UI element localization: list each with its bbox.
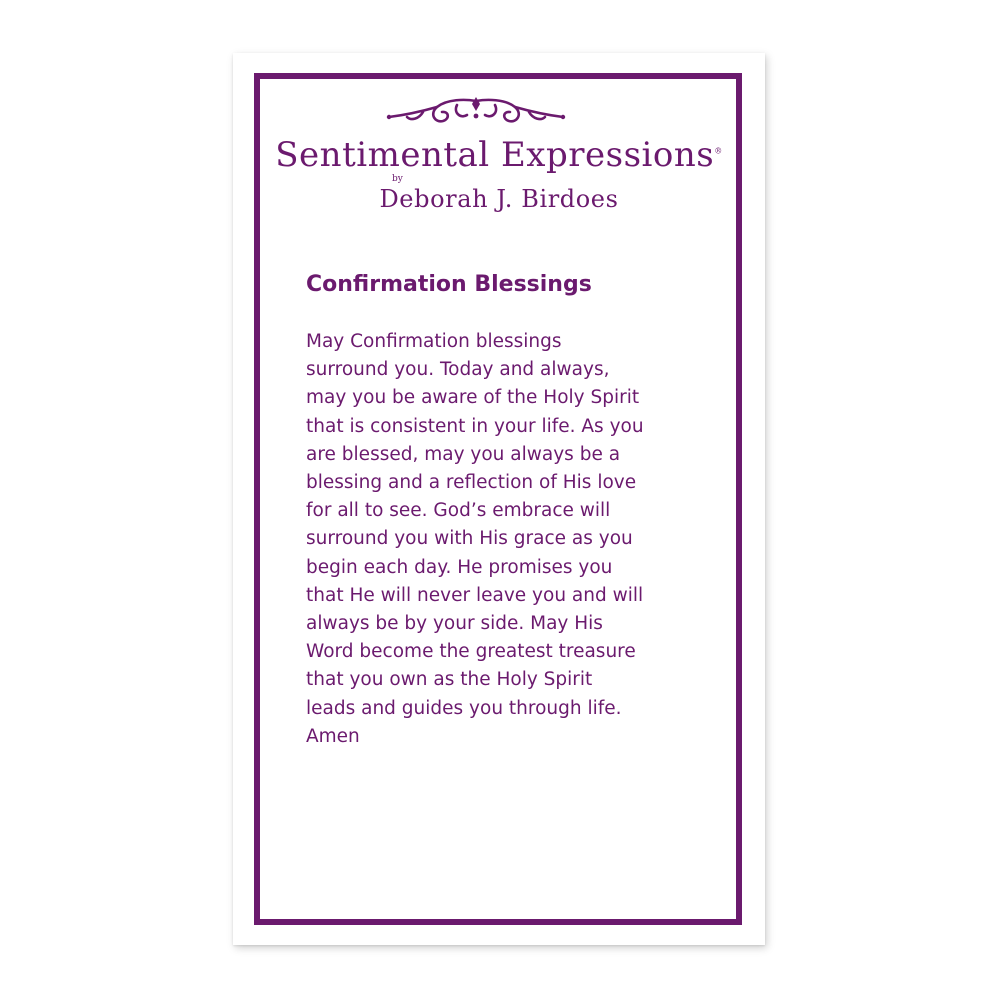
blessing-line: for all to see. God’s embrace will bbox=[306, 500, 611, 522]
blessing-line: always be by your side. May His bbox=[306, 613, 603, 635]
blessing-line: may you be aware of the Holy Spirit bbox=[306, 387, 640, 409]
blessing-line: begin each day. He promises you bbox=[306, 556, 613, 578]
blessing-text bbox=[306, 328, 706, 751]
blessing-line: leads and guides you through life. bbox=[306, 697, 622, 719]
brand-name-text: Sentimental Expressions bbox=[275, 135, 715, 175]
ornamental-scroll-icon bbox=[383, 95, 569, 131]
blessing-line: that He will never leave you and will bbox=[306, 584, 644, 606]
blessing-card bbox=[233, 53, 765, 945]
brand-by: by bbox=[392, 174, 403, 184]
blessing-line: that is consistent in your life. As you bbox=[306, 415, 644, 437]
card-title: Confirmation Blessings bbox=[306, 272, 592, 297]
registered-mark: ® bbox=[714, 146, 723, 156]
blessing-line: Amen bbox=[306, 725, 360, 747]
brand-name bbox=[233, 135, 765, 175]
blessing-line: blessing and a reflection of His love bbox=[306, 472, 637, 494]
blessing-line: surround you with His grace as you bbox=[306, 528, 633, 550]
blessing-line: are blessed, may you always be a bbox=[306, 443, 621, 465]
brand-author: Deborah J. Birdoes bbox=[379, 185, 619, 213]
blessing-line: surround you. Today and always, bbox=[306, 359, 610, 381]
blessing-line: Word become the greatest treasure bbox=[306, 641, 636, 663]
blessing-line: May Confirmation blessings bbox=[306, 331, 562, 352]
blessing-line: that you own as the Holy Spirit bbox=[306, 669, 593, 691]
